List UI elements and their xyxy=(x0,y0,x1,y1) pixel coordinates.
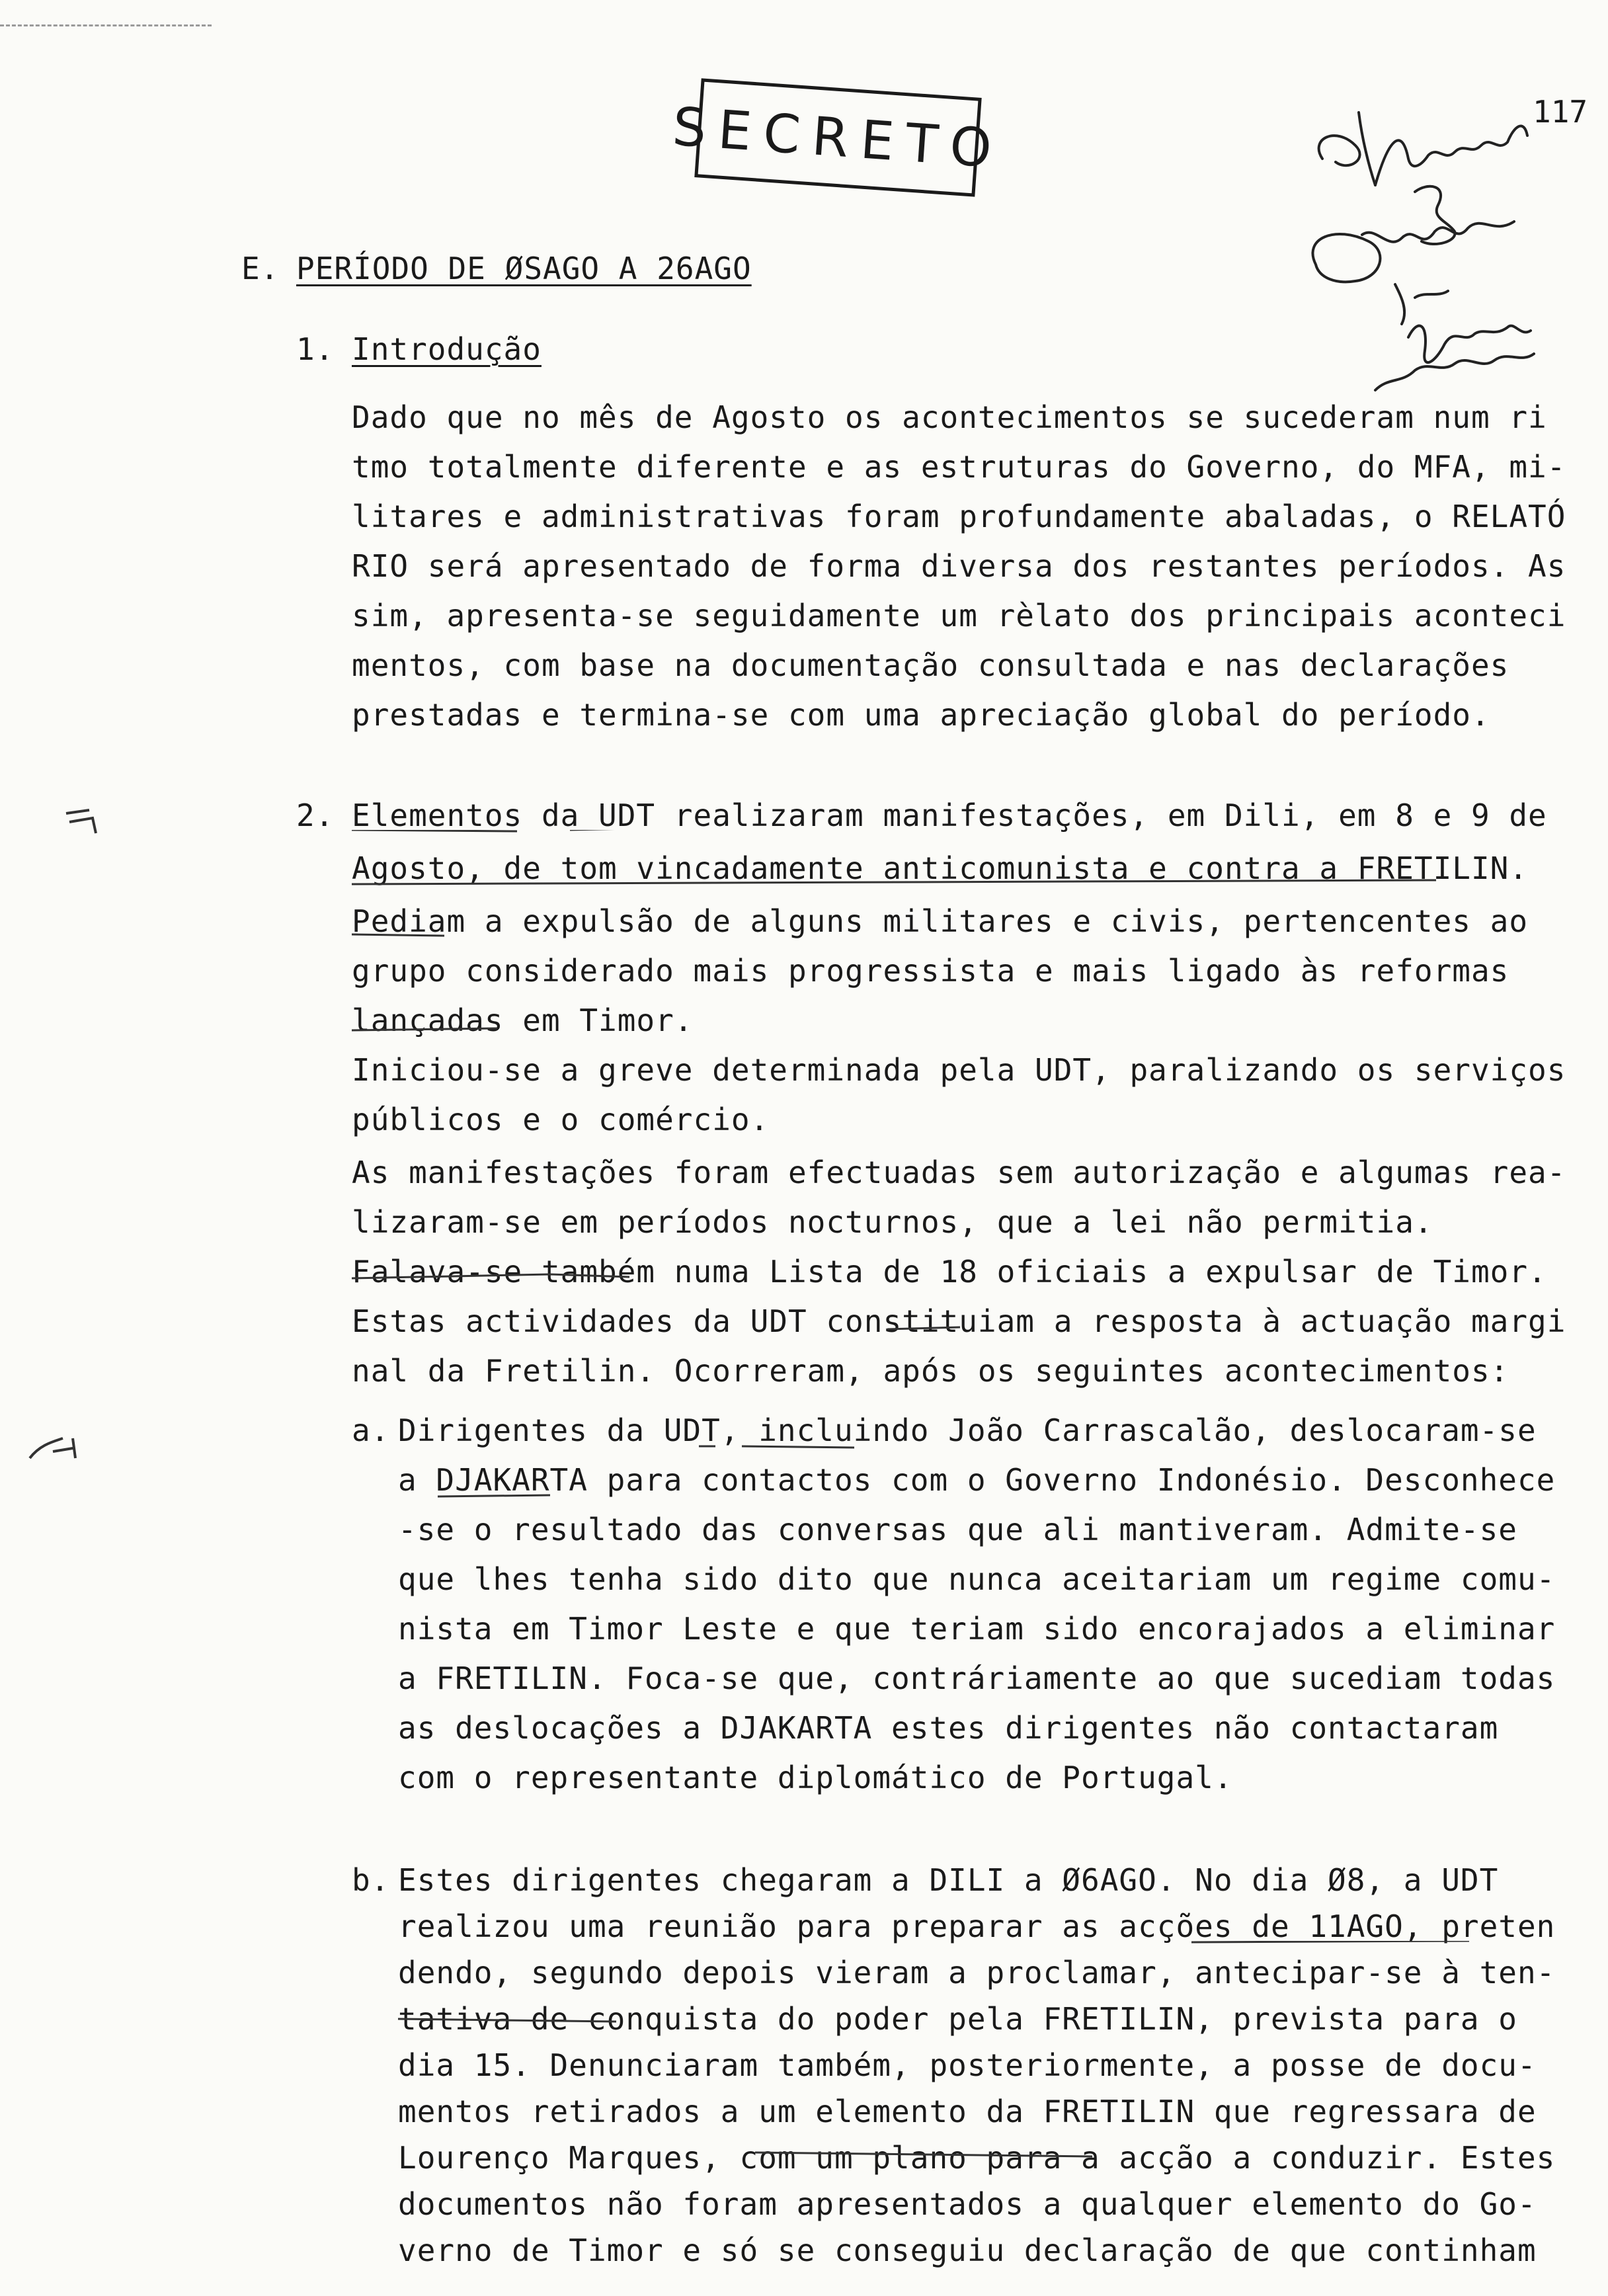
section-title: PERÍODO DE ØSAGO A 26AGO xyxy=(296,251,752,286)
secret-stamp xyxy=(670,78,1006,196)
pen-underlines-a xyxy=(398,1445,1522,1511)
item2-line: Agosto, de tom vincadamente anticomunista e contra a FRETILIN. xyxy=(352,850,1529,886)
item2-line: grupo considerado mais progressista e mais ligado às reformas xyxy=(352,953,1509,989)
sub-b-line: realizou uma reunião para preparar as acções de 11AGO, preten xyxy=(398,1908,1556,1944)
item2-line: Elementos da UDT realizaram manifestações, em Dili, em 8 e 9 de xyxy=(352,798,1547,833)
item2-line: Estas actividades da UDT constituiam a resposta à actuação margi xyxy=(352,1303,1566,1339)
sub-a-line: -se o resultado das conversas que ali mantiveram. Admite-se xyxy=(398,1512,1517,1547)
margin-mark xyxy=(63,803,102,837)
pen-underlines xyxy=(352,830,1555,1389)
item1-line: Dado que no mês de Agosto os acontecimentos se sucederam num ri xyxy=(352,399,1547,435)
sub-a-line: Dirigentes da UDT, incluindo João Carrascalão, deslocaram-se xyxy=(398,1413,1537,1448)
sub-b-line: Estes dirigentes chegaram a DILI a Ø6AGO. No dia Ø8, a UDT xyxy=(398,1862,1499,1898)
item2-line: Pediam a expulsão de alguns militares e civis, pertencentes ao xyxy=(352,903,1529,939)
sub-b-letter: b. xyxy=(352,1862,390,1898)
item2-number: 2. xyxy=(296,798,335,833)
sub-a-line: as deslocações a DJAKARTA estes dirigentes não contactaram xyxy=(398,1710,1499,1746)
sub-b-line: dendo, segundo depois vieram a proclamar, antecipar-se à ten- xyxy=(398,1955,1556,1990)
item2-line: As manifestações foram efectuadas sem autorização e algumas rea- xyxy=(352,1155,1566,1190)
scan-edge-line xyxy=(0,24,212,28)
item1-line: sim, apresenta-se seguidamente um rèlato dos principais aconteci xyxy=(352,598,1566,634)
pen-underlines-b xyxy=(398,1941,1522,2219)
item2-line: públicos e o comércio. xyxy=(352,1102,770,1137)
sub-b-line: dia 15. Denunciaram também, posteriormente, a posse de docu- xyxy=(398,2047,1537,2083)
item2-line: nal da Fretilin. Ocorreram, após os seguintes acontecimentos: xyxy=(352,1353,1509,1389)
sub-a-letter: a. xyxy=(352,1413,390,1448)
item2-line: lançadas em Timor. xyxy=(352,1003,694,1038)
item1-line: RIO será apresentado de forma diversa dos restantes períodos. As xyxy=(352,548,1566,584)
sub-a-line: a DJAKARTA para contactos com o Governo Indonésio. Desconhece xyxy=(398,1462,1556,1498)
item2-line: Falava-se também numa Lista de 18 oficiais a expulsar de Timor. xyxy=(352,1254,1547,1290)
item1-line: mentos, com base na documentação consultada e nas declarações xyxy=(352,647,1509,683)
item2-line: Iniciou-se a greve determinada pela UDT, paralizando os serviços xyxy=(352,1052,1566,1088)
sub-b-line: Lourenço Marques, com um plano para a acção a conduzir. Estes xyxy=(398,2140,1556,2176)
section-letter: E. xyxy=(241,251,280,286)
sub-b-line: mentos retirados a um elemento da FRETILIN que regressara de xyxy=(398,2094,1537,2129)
item1-line: tmo totalmente diferente e as estruturas do Governo, do MFA, mi- xyxy=(352,449,1566,485)
margin-mark xyxy=(26,1432,79,1471)
sub-b-line: documentos não foram apresentados a qualquer elemento do Go- xyxy=(398,2186,1537,2222)
handwritten-annotation xyxy=(1296,99,1608,430)
sub-a-line: nista em Timor Leste e que teriam sido encorajados a eliminar xyxy=(398,1611,1556,1647)
sub-a-line: a FRETILIN. Foca-se que, contráriamente ao que sucediam todas xyxy=(398,1660,1556,1696)
stamp-text: SECRETO xyxy=(670,95,1006,180)
sub-b-line: tativa de conquista do poder pela FRETILIN, prevista para o xyxy=(398,2001,1517,2037)
item2-line: lizaram-se em períodos nocturnos, que a lei não permitia. xyxy=(352,1204,1433,1240)
sub-a-line: que lhes tenha sido dito que nunca aceitariam um regime comu- xyxy=(398,1561,1556,1597)
item1-line: prestadas e termina-se com uma apreciação global do período. xyxy=(352,697,1490,733)
sub-a-line: com o representante diplomático de Portugal. xyxy=(398,1760,1233,1795)
item1-number: 1. xyxy=(296,331,335,367)
sub-b-line: verno de Timor e só se conseguiu declaração de que continham xyxy=(398,2233,1537,2268)
page-number: 117 xyxy=(1533,94,1588,130)
item1-line: litares e administrativas foram profundamente abaladas, o RELATÓ xyxy=(352,499,1566,534)
item1-heading: Introdução xyxy=(352,331,542,367)
